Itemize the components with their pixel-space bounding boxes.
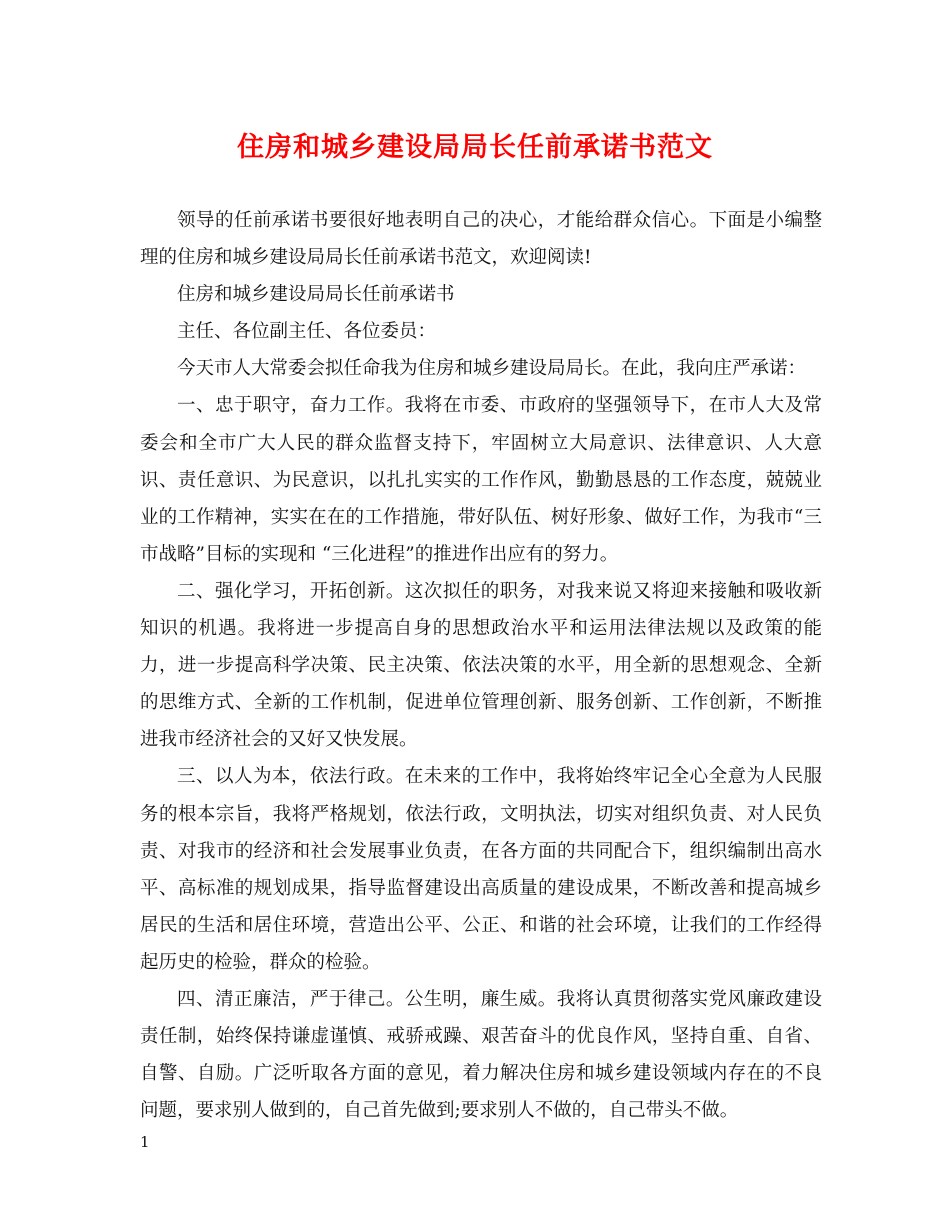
opening-paragraph: 今天市人大常委会拟任命我为住房和城乡建设局局长。在此，我向庄严承诺：: [177, 358, 807, 380]
salutation: 主任、各位副主任、各位委员：: [177, 321, 437, 343]
document-body: [140, 202, 822, 1129]
pledge-paragraph-4: 四、清正廉洁，严于律己。公生明，廉生威。我将认真贯彻落实党风廉政建设责任制，始终保持谦虚谨慎、戒骄戒躁、艰苦奋斗的优良作风，坚持自重、自省、自警、自励。广泛听取各方面的意见，着力解决住房和城乡建设领域内存在的不良问题，要求别人做到的，自己首先做到;要求别人不做的，自己带头不做。: [140, 988, 822, 1122]
pledge-paragraph-2: 二、强化学习，开拓创新。这次拟任的职务，对我来说又将迎来接触和吸收新知识的机遇。我将进一步提高自身的思想政治水平和运用法律法规以及政策的能力，进一步提高科学决策、民主决策、依法决策的水平，用全新的思想观念、全新的思维方式、全新的工作机制，促进单位管理创新、服务创新、工作创新，不断推进我市经济社会的又好又快发展。: [140, 580, 822, 751]
document-title: 住房和城乡建设局局长任前承诺书范文: [237, 132, 713, 163]
intro-paragraph: 领导的任前承诺书要很好地表明自己的决心，才能给群众信心。下面是小编整理的住房和城乡建设局局长任前承诺书范文，欢迎阅读!: [140, 210, 822, 269]
pledge-paragraph-1: 一、忠于职守，奋力工作。我将在市委、市政府的坚强领导下，在市人大及常委会和全市广大人民的群众监督支持下，牢固树立大局意识、法律意识、人大意识、责任意识、为民意识，以扎扎实实的工作作风，勤勤恳恳的工作态度，兢兢业业的工作精神，实实在在的工作措施，带好队伍、树好形象、做好工作，为我市“三市战略”目标的实现和 “三化进程”的推进作出应有的努力。: [140, 395, 822, 565]
pledge-paragraph-3: 三、以人为本，依法行政。在未来的工作中，我将始终牢记全心全意为人民服务的根本宗旨，我将严格规划，依法行政，文明执法，切实对组织负责、对人民负责、对我市的经济和社会发展事业负责，在各方面的共同配合下，组织编制出高水平、高标准的规划成果，指导监督建设出高质量的建设成果，不断改善和提高城乡居民的生活和居住环境，营造出公平、公正、和谐的社会环境，让我们的工作经得起历史的检验，群众的检验。: [140, 766, 822, 973]
page-number: 1: [140, 1133, 150, 1151]
letter-heading: 住房和城乡建设局局长任前承诺书: [177, 284, 455, 306]
